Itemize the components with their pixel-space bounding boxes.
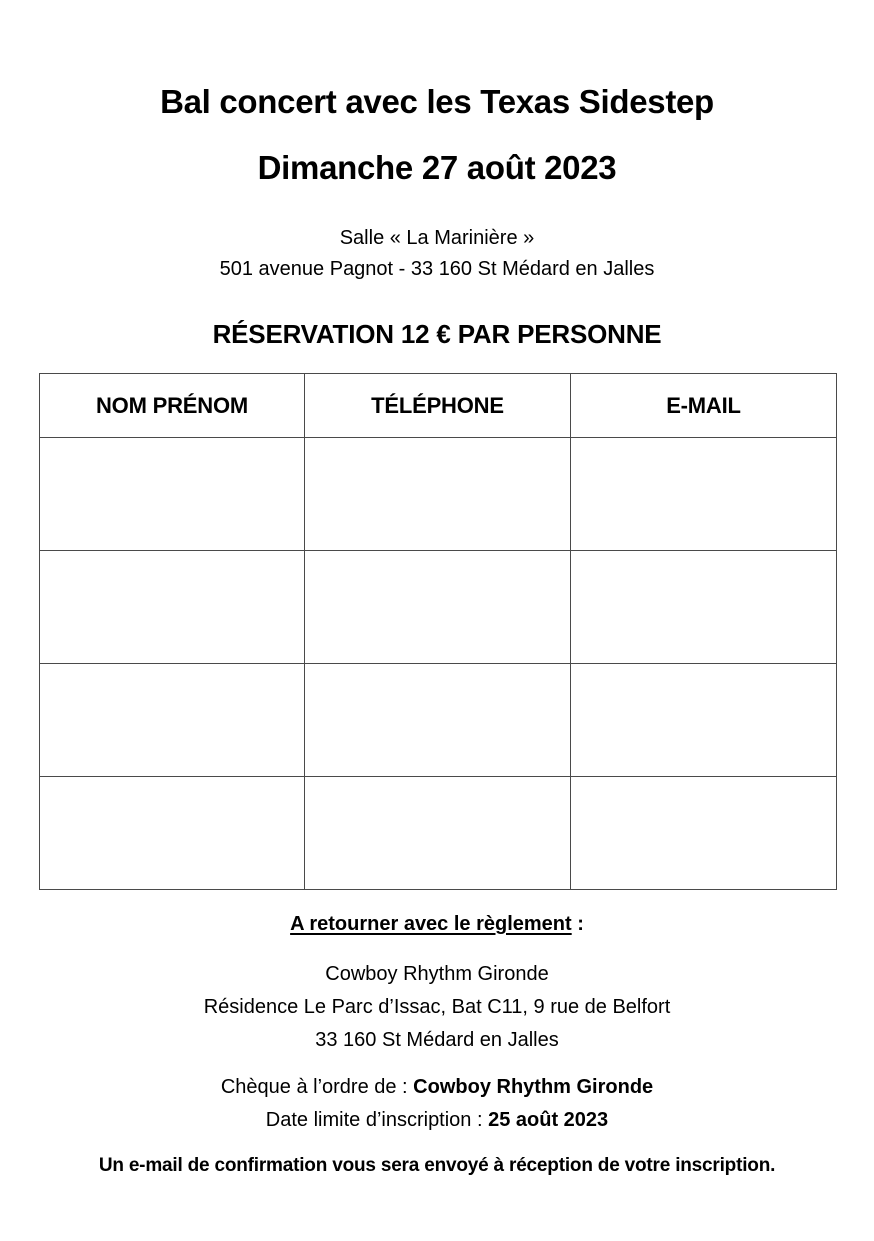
phone-cell[interactable] [305, 551, 571, 664]
phone-cell[interactable] [305, 664, 571, 777]
email-cell[interactable] [571, 551, 837, 664]
cheque-label: Chèque à l’ordre de : [220, 1076, 414, 1098]
column-header-phone: TÉLÉPHONE [305, 374, 571, 438]
column-header-email: E-MAIL [571, 374, 837, 438]
venue-name: Salle « La Marinière » [339, 227, 535, 249]
phone-cell[interactable] [305, 438, 571, 551]
return-address-city: 33 160 St Médard en Jalles [315, 1029, 559, 1051]
table-header-row [40, 374, 837, 438]
return-address-street: Résidence Le Parc d’Issac, Bat C11, 9 rue de Belfort [203, 996, 671, 1018]
return-heading-suffix: : [571, 913, 584, 935]
reservation-price: RÉSERVATION 12 € PAR PERSONNE [212, 319, 662, 349]
table-row [40, 664, 837, 777]
email-cell[interactable] [571, 664, 837, 777]
table-row [40, 438, 837, 551]
phone-cell[interactable] [305, 777, 571, 890]
cheque-payee: Cowboy Rhythm Gironde [413, 1076, 654, 1098]
event-date: Dimanche 27 août 2023 [257, 149, 617, 186]
registration-table [39, 373, 837, 890]
email-cell[interactable] [571, 777, 837, 890]
name-cell[interactable] [40, 777, 305, 890]
event-title: Bal concert avec les Texas Sidestep [160, 83, 714, 120]
email-cell[interactable] [571, 438, 837, 551]
return-heading [0, 909, 874, 939]
confirmation-notice: Un e-mail de confirmation vous sera envoyé à réception de votre inscription. [98, 1155, 776, 1176]
table-row [40, 551, 837, 664]
name-cell[interactable] [40, 664, 305, 777]
deadline-line [0, 1104, 874, 1137]
table-row [40, 777, 837, 890]
name-cell[interactable] [40, 551, 305, 664]
deadline-value: 25 août 2023 [488, 1109, 609, 1131]
deadline-label: Date limite d’inscription : [265, 1109, 489, 1131]
return-heading-text: A retourner avec le règlement [290, 913, 572, 935]
column-header-name: NOM PRÉNOM [40, 374, 305, 438]
name-cell[interactable] [40, 438, 305, 551]
cheque-line [0, 1071, 874, 1104]
return-address-org: Cowboy Rhythm Gironde [325, 963, 549, 985]
venue-address: 501 avenue Pagnot - 33 160 St Médard en Jalles [219, 258, 655, 280]
